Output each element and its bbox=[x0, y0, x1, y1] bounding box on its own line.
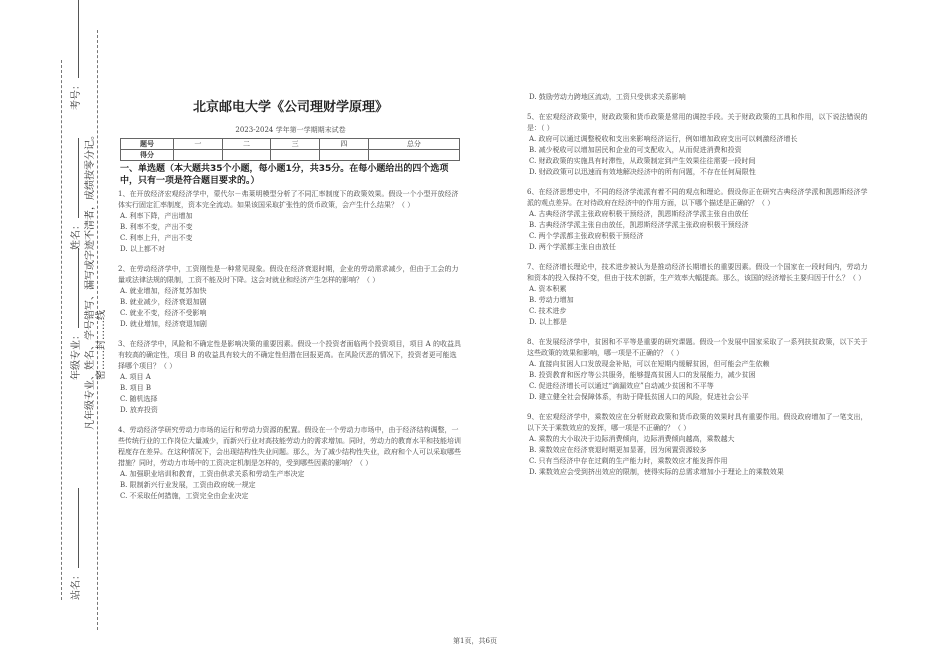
answer-option: D. 建立健全社会保障体系，有助于降低贫困人口的风险，促进社会公平 bbox=[529, 393, 749, 401]
question-block bbox=[527, 337, 872, 403]
question-stem: 2、在劳动经济学中，工资刚性是一种常见现象。假设在经济衰退时期，企业的劳动需求减少，但由于工会的力量或法律法规的限制，工资不能及时下降。这会对就业和经济产生怎样的影响？（ ） bbox=[118, 265, 459, 284]
answer-option: A. 利率下降，产出增加 bbox=[120, 212, 193, 220]
score-cell: 三 bbox=[271, 139, 320, 150]
question-block bbox=[118, 425, 463, 502]
score-cell: 得分 bbox=[121, 150, 174, 161]
page-number: 第1页，共6页 bbox=[453, 637, 497, 645]
answer-option: C. 两个学派都主张政府积极干预经济 bbox=[529, 232, 644, 240]
question-stem: 3、在经济学中，风险和不确定性是影响决策的重要因素。假设一个投资者面临两个投资项目，项目 A 的收益具有较高的确定性，项目 B 的收益具有较大的不确定性但潜在回报更高。在风险厌恶的情况下，投资者更可能选择哪个项目？（ ） bbox=[118, 340, 461, 370]
score-table bbox=[120, 138, 460, 161]
question-block bbox=[527, 412, 872, 478]
question-block bbox=[118, 189, 463, 255]
answer-option: D. 财政政策可以迅速而有效地解决经济中的所有问题，不存在任何局限性 bbox=[529, 168, 756, 176]
question-stem: 4、劳动经济学研究劳动力市场的运行和劳动力资源的配置。假设在一个劳动力市场中，由于经济结构调整，一些传统行业的工作岗位大量减少，而新兴行业对高技能劳动力的需求增加。同时，劳动力的教育水平和技能培训程度存在差异。在这种情况下，会出现结构性失业问题。那么，为了减少结构性失业，政府和个人可以采取哪些措施？同时，劳动力市场中的工资决定机制是怎样的，受到哪些因素的影响？（ ） bbox=[118, 426, 461, 467]
answer-option: A. 加强职业培训和教育，工资由供求关系和劳动生产率决定 bbox=[120, 470, 305, 478]
question-stem: 6、在经济思想史中，不同的经济学流派有着不同的观点和理论。假设你正在研究古典经济学派和凯恩斯经济学派的观点差异。在对待政府在经济中的作用方面，以下哪个描述是正确的？（ ） bbox=[527, 188, 868, 207]
major-label: 年级专业： bbox=[67, 246, 82, 380]
question-block bbox=[527, 112, 872, 178]
answer-option: B. 项目 B bbox=[120, 384, 151, 392]
station-label: 站名： bbox=[67, 486, 82, 600]
answer-option: B. 投资教育和医疗等公共服务，能够提高贫困人口的发展能力，减少贫困 bbox=[529, 371, 756, 379]
score-value-row bbox=[121, 150, 460, 161]
answer-option: C. 财政政策的实施具有时滞性，从政策制定到产生效果往往需要一段时间 bbox=[529, 157, 756, 165]
right-column bbox=[527, 92, 872, 487]
exam-title: 北京邮电大学《公司理财学原理》 bbox=[192, 100, 388, 115]
score-input-cell[interactable] bbox=[320, 150, 369, 161]
answer-option: A. 古典经济学派主张政府积极干预经济，凯恩斯经济学派主张自由放任 bbox=[529, 210, 749, 218]
answer-option: A. 资本积累 bbox=[529, 285, 567, 293]
question-stem: 5、在宏观经济政策中，财政政策和货币政策是常用的调控手段。关于财政政策的工具和作用，以下说法错误的是：（ ） bbox=[527, 113, 868, 132]
answer-option: C. 只有当经济中存在过剩的生产能力时，乘数效应才能发挥作用 bbox=[529, 457, 728, 465]
score-cell: 二 bbox=[222, 139, 271, 150]
question-stem: 9、在宏观经济学中，乘数效应在分析财政政策和货币政策的效果时具有重要作用。假设政府增加了一笔支出，以下关于乘数效应的发挥，哪一项是不正确的？（ ） bbox=[527, 413, 868, 432]
seal-line-inner bbox=[61, 60, 62, 600]
question-stem: 8、在发展经济学中，贫困和不平等是重要的研究课题。假设一个发展中国家采取了一系列扶贫政策，以下关于这些政策的效果和影响，哪一项是不正确的？（ ） bbox=[527, 338, 868, 357]
question-block bbox=[527, 262, 872, 328]
question-block bbox=[527, 92, 872, 103]
answer-option: A. 项目 A bbox=[120, 373, 151, 381]
left-column bbox=[118, 90, 463, 511]
notice-text: 凡年级专业、姓名、学号错写、漏写或字迹不清者，成绩按零分记。 bbox=[85, 130, 96, 430]
answer-option: D. 以上都是 bbox=[529, 318, 567, 326]
score-cell: 总分 bbox=[368, 139, 459, 150]
score-input-cell[interactable] bbox=[368, 150, 459, 161]
score-cell: 四 bbox=[320, 139, 369, 150]
answer-option: B. 古典经济学派主张自由放任，凯恩斯经济学派主张政府积极干预经济 bbox=[529, 221, 749, 229]
answer-option: D. 以上都不对 bbox=[120, 245, 165, 253]
answer-option: D. 放弃投资 bbox=[120, 406, 158, 414]
question-stem: 7、在经济增长理论中，技术进步被认为是推动经济长期增长的重要因素。假设一个国家在一段时间内，劳动力和资本的投入保持不变，但由于技术创新，生产效率大幅提高。那么，该国的经济增长主要归因于什么？（ ） bbox=[527, 263, 868, 282]
answer-option: C. 就业不变，经济不受影响 bbox=[120, 309, 207, 317]
question-stem: 1、在开放经济宏观经济学中，蒙代尔－弗莱明模型分析了不同汇率制度下的政策效果。假设一个小型开放经济体实行固定汇率制度，资本完全流动。如果该国采取扩张性的货币政策，会产生什么结果？（ ） bbox=[118, 190, 459, 209]
answer-option: D. 鼓励劳动力跨地区流动，工资只受供求关系影响 bbox=[529, 93, 686, 101]
seal-line-text: 密……封……线 bbox=[96, 310, 107, 380]
student-name-label: 姓名： bbox=[67, 136, 82, 250]
answer-option: A. 乘数的大小取决于边际消费倾向，边际消费倾向越高，乘数越大 bbox=[529, 435, 735, 443]
score-input-cell[interactable] bbox=[271, 150, 320, 161]
answer-option: D. 就业增加，经济衰退加剧 bbox=[120, 320, 207, 328]
score-input-cell[interactable] bbox=[174, 150, 223, 161]
answer-option: B. 利率不变，产出不变 bbox=[120, 223, 193, 231]
answer-option: C. 技术进步 bbox=[529, 307, 567, 315]
answer-option: D. 两个学派都主张自由放任 bbox=[529, 243, 616, 251]
answer-option: C. 促进经济增长可以通过“滴漏效应”自动减少贫困和不平等 bbox=[529, 382, 714, 390]
answer-option: D. 乘数效应会受到挤出效应的限制，使得实际的总需求增加小于理论上的乘数效果 bbox=[529, 468, 784, 476]
score-cell: 一 bbox=[174, 139, 223, 150]
answer-option: C. 随机选择 bbox=[120, 395, 158, 403]
right-question-list bbox=[527, 92, 872, 478]
answer-option: B. 劳动力增加 bbox=[529, 296, 574, 304]
answer-option: A. 就业增加，经济复苏加快 bbox=[120, 287, 207, 295]
section-heading: 一、单选题（本大题共35个小题，每小题1分，共35分。在每小题给出的四个选项中，只有一项是符合题目要求的。） bbox=[120, 164, 449, 186]
answer-option: B. 乘数效应在经济衰退时期更加显著，因为闲置资源较多 bbox=[529, 446, 707, 454]
binding-margin bbox=[0, 0, 108, 672]
answer-option: C. 利率上升，产出不变 bbox=[120, 234, 193, 242]
answer-option: A. 直接向贫困人口发放现金补贴，可以在短期内缓解贫困，但可能会产生依赖 bbox=[529, 360, 770, 368]
answer-option: B. 就业减少，经济衰退加剧 bbox=[120, 298, 207, 306]
answer-option: A. 政府可以通过调整税收和支出来影响经济运行，例如增加政府支出可以刺激经济增长 bbox=[529, 135, 798, 143]
score-input-cell[interactable] bbox=[222, 150, 271, 161]
left-question-list bbox=[118, 189, 463, 502]
question-block bbox=[118, 264, 463, 330]
student-id-label: 考号： bbox=[67, 0, 82, 110]
score-cell: 题号 bbox=[121, 139, 174, 150]
question-block bbox=[118, 339, 463, 416]
answer-option: B. 减少税收可以增加居民和企业的可支配收入，从而促进消费和投资 bbox=[529, 146, 742, 154]
exam-subtitle: 2023-2024 学年第一学期期末试卷 bbox=[235, 126, 346, 134]
answer-option: B. 限制新兴行业发展，工资由政府统一规定 bbox=[120, 481, 256, 489]
question-block bbox=[527, 187, 872, 253]
score-header-row bbox=[121, 139, 460, 150]
answer-option: C. 不采取任何措施，工资完全由企业决定 bbox=[120, 492, 249, 500]
